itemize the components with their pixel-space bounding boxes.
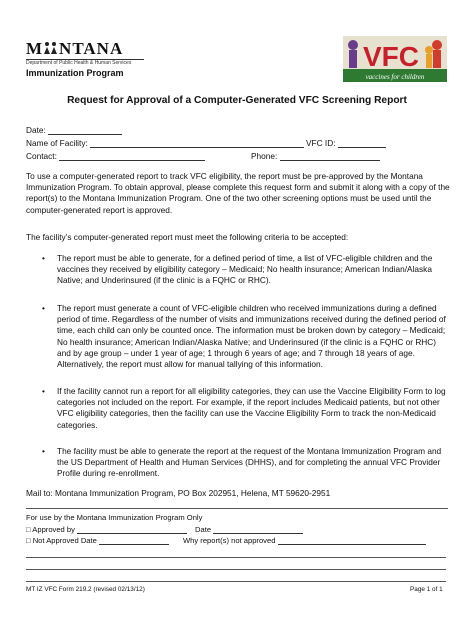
office-use-heading: For use by the Montana Immunization Program Only (26, 513, 203, 522)
why-not-approved-label: Why report(s) not approved (183, 536, 276, 545)
criterion-1: The report must be able to generate, for a defined period of time, a list of VFC-eligible children and the vaccines they received by eligibility category – Medicaid; No health insurance; American Indian/Alaska Native; and Underinsured (if the clinic is a FQHC or RHC). (57, 253, 433, 286)
not-approved-date-line[interactable] (99, 536, 169, 545)
date-label: Date: (26, 125, 46, 135)
bullet-symbol: • (42, 446, 45, 456)
approved-by-field[interactable] (26, 525, 187, 534)
bullet-symbol: • (42, 253, 45, 263)
approval-date-field[interactable] (195, 525, 303, 534)
reason-line[interactable] (26, 569, 446, 570)
not-approved-date-label: □ Not Approved Date (26, 536, 97, 545)
contact-field[interactable] (26, 151, 205, 161)
contact-label: Contact: (26, 151, 57, 161)
criterion-3: If the facility cannot run a report for all eligibility categories, they can use the Vaccine Eligibility Form to log categories not included on the report. For example, if the report includes Medicaid patients, but not other VFC eligibility categories, then the facility can use the Vaccine Eligibility Form to track the non-Medicaid categories. (57, 386, 446, 430)
why-not-approved-line[interactable] (278, 536, 426, 545)
facility-field[interactable] (26, 138, 304, 148)
family-figures-icon (43, 41, 59, 55)
criterion-2: The report must generate a count of VFC-eligible children who received immunizations during a defined period of time. Regardless of the number of visits and immunizations received during the defined period of time, each child can only be counted once. The information must be broken down by category – Medicaid; No health insurance; American Indian/Alaska Native; and Underinsured (if the clinic is a FQHC or RHC) and by age group – under 1 year of age; 1 through 6 years of age; and 7 through 18 years of age. Alternatively, the report must allow for manual tallying of this information. (57, 303, 446, 370)
criteria-intro: The facility’s computer-generated report must meet the following criteria to be accepted: (26, 232, 349, 242)
approval-date-line[interactable] (213, 525, 303, 534)
why-not-approved-field[interactable] (183, 536, 426, 545)
phone-line[interactable] (280, 151, 380, 161)
facility-label: Name of Facility: (26, 138, 88, 148)
page-number: Page 1 of 1 (410, 586, 443, 593)
date-line[interactable] (48, 125, 122, 135)
reason-line[interactable] (26, 557, 446, 558)
phone-label: Phone: (251, 151, 278, 161)
logo-subtext: Department of Public Health & Human Services (26, 60, 132, 66)
date-field[interactable] (26, 125, 122, 135)
vfc-id-line[interactable] (338, 138, 386, 148)
vfc-logo (343, 36, 447, 82)
logo-text-right: NTANA (59, 39, 124, 58)
program-name: Immunization Program (26, 68, 124, 78)
logo-text-left: M (26, 39, 44, 58)
bullet-symbol: • (42, 303, 45, 313)
vfc-id-label: VFC ID: (306, 138, 336, 148)
not-approved-date-field[interactable] (26, 536, 169, 545)
section-divider (26, 508, 448, 509)
contact-line[interactable] (59, 151, 205, 161)
criterion-4: The facility must be able to generate the report at the request of the Montana Immunization Program and the US Department of Health and Human Services (DHHS), and for completing the annual VFC Provider Profile during re-enrollment. (57, 446, 442, 479)
mail-to-address: Mail to: Montana Immunization Program, PO Box 202951, Helena, MT 59620-2951 (26, 488, 331, 498)
page-title: Request for Approval of a Computer-Generated VFC Screening Report (67, 95, 407, 106)
facility-line[interactable] (90, 138, 304, 148)
montana-logo (26, 40, 176, 67)
approved-by-line[interactable] (77, 525, 187, 534)
vfc-badge-text: VFC (363, 41, 419, 72)
approved-by-label: □ Approved by (26, 525, 75, 534)
vfc-tagline: vaccines for children (365, 73, 425, 81)
phone-field[interactable] (251, 151, 380, 161)
approval-date-label: Date (195, 525, 212, 534)
bullet-symbol: • (42, 386, 45, 396)
reason-line[interactable] (26, 581, 446, 582)
intro-paragraph: To use a computer-generated report to track VFC eligibility, the report must be pre-approved by the Montana Immunization Program. To obtain approval, please complete this request form and submit it along with a copy of the report(s) to the Montana Immunization Program. One of the two other screening options must be used until the computer-generated report is approved. (26, 171, 450, 215)
vfc-id-field[interactable] (306, 138, 386, 148)
form-id: MT IZ VFC Form 219.2 (revised 02/13/12) (26, 586, 145, 593)
